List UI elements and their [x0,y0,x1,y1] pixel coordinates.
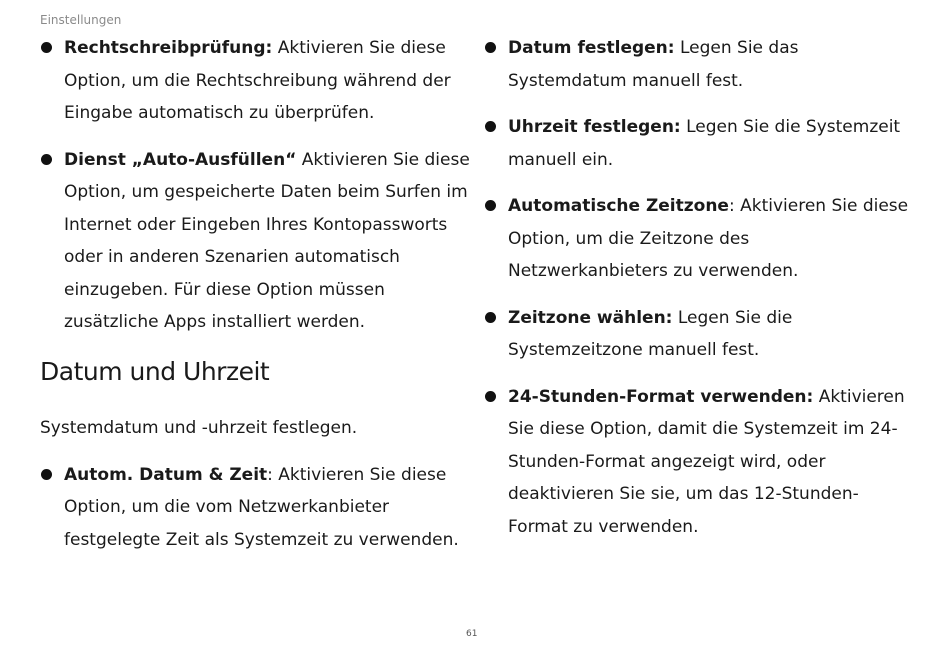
bullet-icon [485,312,496,323]
item-term: Automatische Zeitzone [508,196,729,216]
item-description: Aktivieren Sie diese Option, damit die Systemzeit im 24-Stunden-Format angezeigt wird, oder deaktivieren Sie sie, um das 12-Stunden-Format zu verwenden. [508,386,905,537]
bullet-item-set-date [484,32,914,97]
bullet-icon [41,154,52,165]
bullet-icon [485,200,496,211]
item-term: Datum festlegen: [508,38,675,58]
bullet-item-select-timezone [484,302,914,367]
bullet-item-24h-format [484,381,914,544]
bullet-icon [485,42,496,53]
bullet-item-autofill [40,144,472,339]
item-term: 24-Stunden-Format verwenden: [508,386,814,407]
bullet-item-set-time [484,111,914,176]
bullet-icon [485,121,496,132]
running-header: Einstellungen [40,13,122,27]
item-description: Legen Sie die Systemzeit manuell ein. [508,117,901,170]
item-description: Legen Sie die Systemzeitzone manuell fest. [508,307,793,360]
item-term: Zeitzone wählen: [508,307,673,328]
bullet-item-auto-date-time [40,459,472,557]
item-description: Legen Sie das Systemdatum manuell fest. [508,38,799,91]
left-column [40,32,472,570]
item-term: Rechtschreibprüfung: [64,38,273,58]
page-number: 61 [466,629,478,639]
bullet-icon [485,391,496,402]
item-description: Aktivieren Sie diese Option, um gespeicherte Daten beim Surfen im Internet oder Eingeben Ihres Kontopassworts oder in anderen Szenarien automatisch einzugeben. Für diese Option müssen zusätzliche Apps installiert werden. [64,149,470,332]
item-description: : Aktivieren Sie diese Option, um die Zeitzone des Netzwerkanbieters zu verwenden. [508,196,909,281]
item-term: Uhrzeit festlegen: [508,117,681,137]
item-description: Aktivieren Sie diese Option, um die Rechtschreibung während der Eingabe automatisch zu überprüfen. [64,38,451,123]
section-intro: Systemdatum und -uhrzeit festlegen. [40,417,358,438]
bullet-icon [41,42,52,53]
item-term: Autom. Datum & Zeit [64,464,268,485]
item-description: : Aktivieren Sie diese Option, um die vom Netzwerkanbieter festgelegte Zeit als Systemzeit zu verwenden. [64,464,459,550]
section-heading: Datum und Uhrzeit [40,356,270,386]
bullet-item-auto-timezone [484,190,914,288]
item-term: Dienst „Auto-Ausfüllen“ [64,149,297,170]
bullet-icon [41,469,52,480]
bullet-item-spellcheck [40,32,472,130]
right-column [484,32,914,557]
